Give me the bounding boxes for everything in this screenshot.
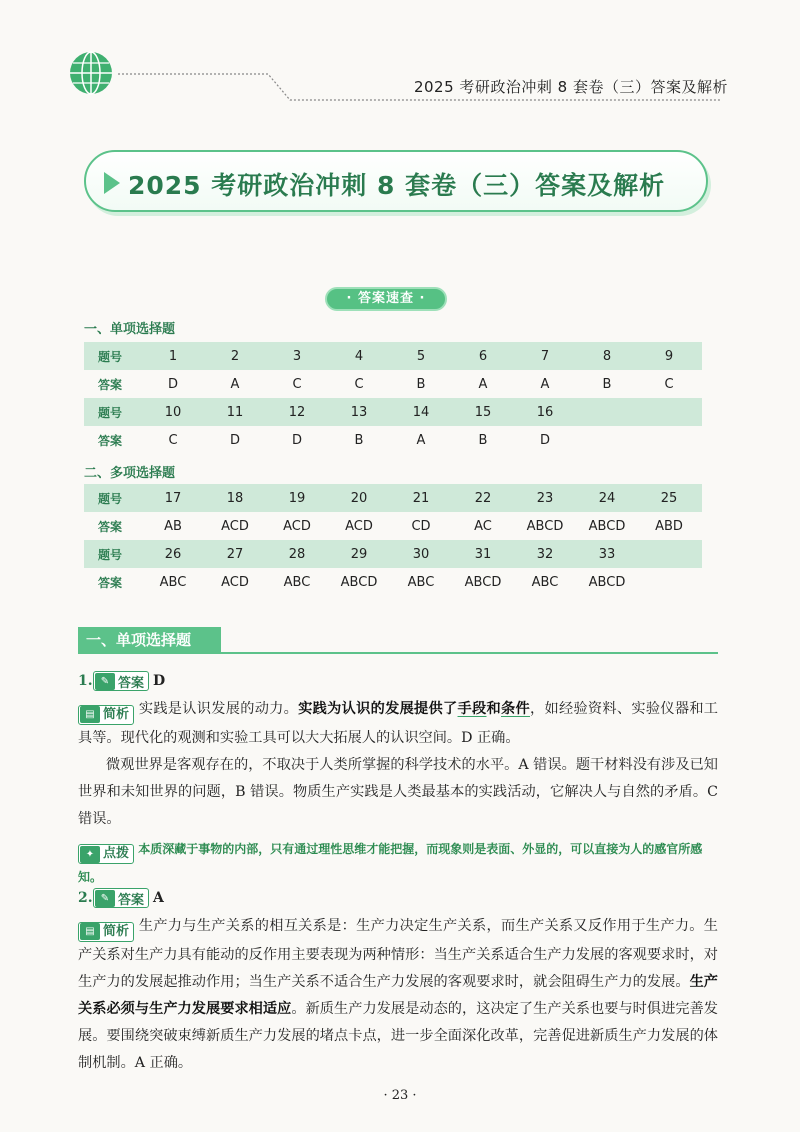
tip-tag-label: 点拨	[103, 846, 130, 861]
answer-line	[78, 668, 718, 694]
grid-row-numbers	[84, 484, 702, 512]
question-number: 3	[292, 348, 302, 364]
key-term: 手段	[457, 701, 487, 717]
answer-value: D	[167, 376, 178, 392]
question-number: 17	[164, 490, 182, 506]
tip-tag	[78, 844, 134, 864]
row-label: 题号	[98, 491, 123, 506]
question-number: 19	[288, 490, 306, 506]
multi-choice-grid	[84, 484, 702, 596]
answer-value: ABCD	[526, 518, 564, 534]
answer-value: ABD	[655, 518, 683, 534]
grid-row-numbers	[84, 540, 702, 568]
grid-row-answers	[84, 568, 702, 596]
grid-row-answers	[84, 370, 702, 398]
answer-value: ACD	[221, 574, 249, 590]
tip-paragraph	[78, 836, 718, 891]
page-header	[0, 0, 800, 120]
triangle-icon	[104, 172, 120, 194]
grid-row-answers	[84, 426, 702, 454]
analysis-text: 实践是认识发展的动力。	[138, 701, 299, 717]
answer-line	[78, 885, 718, 911]
question-number: 7	[540, 348, 550, 364]
answer-value: D	[291, 432, 302, 448]
question-2	[78, 885, 718, 1077]
book-icon: ▤	[80, 706, 100, 723]
header-decoration	[0, 0, 800, 120]
answer-value: A	[416, 432, 426, 448]
analysis-text: ，如经验资料、实验仪器和工具等。现代化的观测和实验工具可以大大拓展人的认识空间。D 正确。	[78, 701, 718, 746]
question-number: 13	[350, 404, 368, 420]
question-number: 28	[288, 546, 306, 562]
answer-letter: A	[153, 890, 164, 906]
analysis-tag	[78, 922, 134, 942]
answer-tag-label: 答案	[118, 675, 145, 691]
section-heading: 一、单项选择题	[78, 627, 221, 653]
key-point: 生产关系必须与生产力发展要求相适应	[78, 973, 718, 1017]
grid-row-numbers	[84, 342, 702, 370]
answer-value: D	[229, 432, 240, 448]
question-1	[78, 668, 718, 890]
analysis-paragraph	[78, 696, 718, 752]
section-divider	[78, 652, 718, 654]
analysis-tag-label: 简析	[103, 924, 130, 939]
page-number: · 23 ·	[383, 1088, 417, 1103]
row-label: 题号	[98, 547, 123, 562]
answer-value: ABCD	[464, 574, 502, 590]
question-number: 2	[230, 348, 240, 364]
question-number: 6	[478, 348, 488, 364]
title-banner	[84, 150, 708, 212]
question-number: 12	[288, 404, 306, 420]
analysis-text: 生产力与生产关系的相互关系是：生产力决定生产关系，而生产关系又反作用于生产力。生产关系对生产力具有能动的反作用主要表现为两种情形：当生产关系适合生产力发展的客观要求时，对生产力的发展起推动作用；当生产关系不适合生产力发展的客观要求时，就会阻碍生产力的发展。	[78, 918, 718, 990]
answer-value: ABC	[407, 574, 435, 590]
answer-value: ABCD	[588, 574, 626, 590]
row-label: 答案	[98, 519, 123, 534]
answer-value: B	[478, 432, 488, 448]
question-number: 2.	[78, 890, 93, 906]
answer-tag-label: 答案	[118, 892, 145, 908]
answer-value: ACD	[345, 518, 373, 534]
question-number: 24	[598, 490, 616, 506]
grid-row-answers	[84, 512, 702, 540]
row-label: 题号	[98, 349, 123, 364]
answer-value: ABC	[159, 574, 187, 590]
answer-value: C	[168, 432, 178, 448]
question-number: 15	[474, 404, 492, 420]
question-number: 32	[536, 546, 554, 562]
question-number: 8	[602, 348, 612, 364]
multi-choice-label: 二、多项选择题	[84, 466, 176, 481]
analysis-tag-label: 简析	[103, 707, 130, 722]
answer-value: ACD	[283, 518, 311, 534]
answer-value: A	[540, 376, 550, 392]
question-number: 16	[536, 404, 554, 420]
question-number: 1	[168, 348, 178, 364]
question-number: 29	[350, 546, 368, 562]
question-number: 10	[164, 404, 182, 420]
answer-value: B	[602, 376, 612, 392]
analysis-paragraph	[78, 913, 718, 1077]
question-number: 22	[474, 490, 492, 506]
page-title: 2025 考研政治冲刺 8 套卷（三）答案及解析	[128, 171, 666, 200]
answer-value: C	[664, 376, 674, 392]
question-number: 30	[412, 546, 430, 562]
row-label: 答案	[98, 575, 123, 590]
book-icon: ▤	[80, 923, 100, 940]
answer-value: ABC	[531, 574, 559, 590]
analysis-text: 。新质生产力发展是动态的，这决定了生产关系也要与时俱进完善发展。要围绕突破束缚新质生产力发展的堵点卡点，进一步全面深化改革，完善促进新质生产力发展的体制机制。A 正确。	[78, 1000, 718, 1071]
pencil-icon: ✎	[95, 890, 115, 907]
question-number: 23	[536, 490, 554, 506]
answer-value: CD	[411, 518, 431, 534]
analysis-tag	[78, 705, 134, 725]
analysis-paragraph: 微观世界是客观存在的，不取决于人类所掌握的科学技术的水平。A 错误。题干材料没有涉及已知世界和未知世界的问题，B 错误。物质生产实践是人类最基本的实践活动，它解决人与自然的矛盾。C 错误。	[78, 756, 718, 827]
key-point: 和	[486, 701, 501, 717]
question-number: 21	[412, 490, 430, 506]
answer-value: A	[230, 376, 240, 392]
answer-tag	[93, 888, 149, 908]
answer-value: C	[354, 376, 364, 392]
question-number: 31	[474, 546, 492, 562]
question-number: 11	[226, 404, 244, 420]
answer-value: AC	[474, 518, 492, 534]
grid-row-numbers	[84, 398, 702, 426]
answer-letter: D	[153, 673, 166, 689]
key-term: 条件	[501, 701, 530, 717]
question-number: 27	[226, 546, 244, 562]
answer-value: ABCD	[340, 574, 378, 590]
single-choice-grid	[84, 342, 702, 454]
answer-tag	[93, 671, 149, 691]
question-number: 33	[598, 546, 616, 562]
single-choice-label: 一、单项选择题	[84, 322, 176, 337]
question-number: 20	[350, 490, 368, 506]
answer-value: ABCD	[588, 518, 626, 534]
question-number: 14	[412, 404, 430, 420]
answer-value: C	[292, 376, 302, 392]
answer-value: ABC	[283, 574, 311, 590]
question-number: 9	[664, 348, 674, 364]
answer-value: B	[354, 432, 364, 448]
answer-quick-check-badge: · 答案速查 ·	[325, 287, 447, 311]
globe-logo-icon	[68, 50, 114, 96]
lightbulb-icon: ✦	[80, 846, 100, 863]
question-number: 25	[660, 490, 678, 506]
row-label: 答案	[98, 433, 123, 448]
question-number: 26	[164, 546, 182, 562]
row-label: 答案	[98, 377, 123, 392]
answer-value: ACD	[221, 518, 249, 534]
answer-value: D	[539, 432, 550, 448]
question-number: 5	[416, 348, 426, 364]
key-point: 实践为认识的发展提供了	[298, 701, 458, 717]
row-label: 题号	[98, 405, 123, 420]
running-title: 2025 考研政治冲刺 8 套卷（三）答案及解析	[413, 78, 728, 96]
answer-value: AB	[164, 518, 182, 534]
pencil-icon: ✎	[95, 673, 115, 690]
question-number: 18	[226, 490, 244, 506]
question-number: 4	[354, 348, 364, 364]
answer-value: A	[478, 376, 488, 392]
answer-value: B	[416, 376, 426, 392]
question-number: 1.	[78, 673, 93, 689]
tip-text: 本质深藏于事物的内部，只有通过理性思维才能把握，而现象则是表面、外显的，可以直接为人的感官所感知。	[78, 841, 703, 884]
